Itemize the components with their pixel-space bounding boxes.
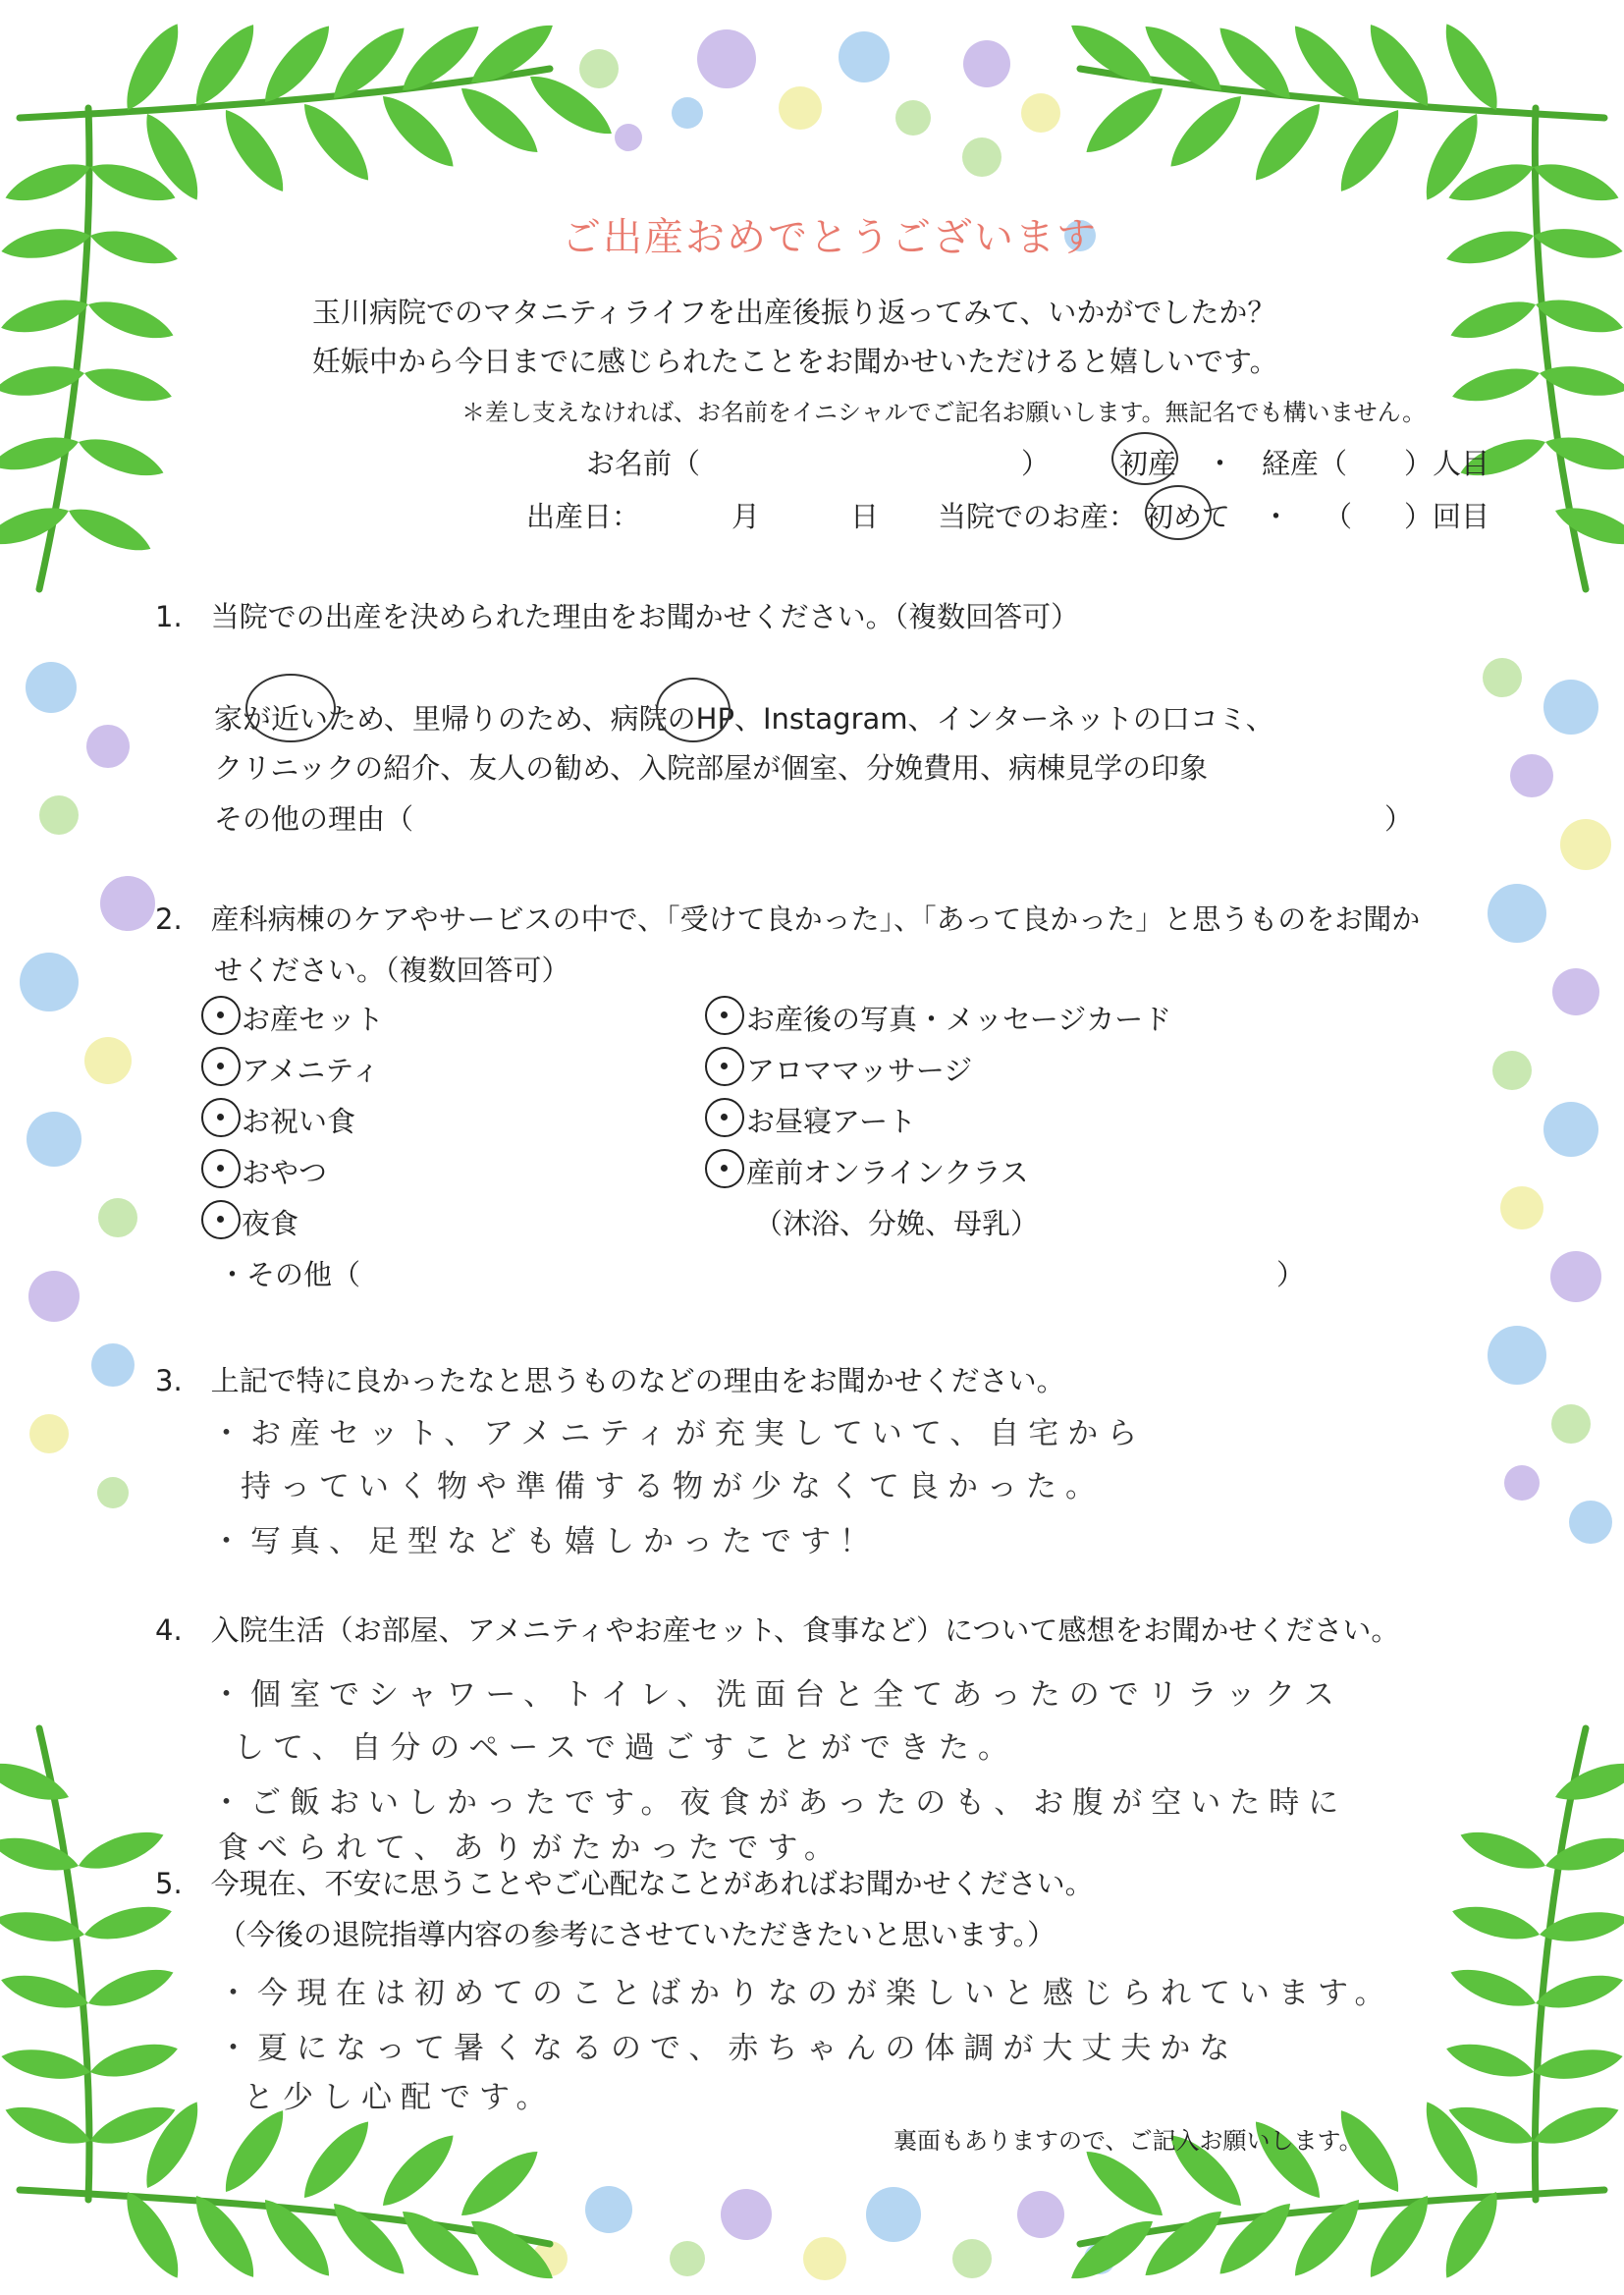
polka-dot xyxy=(1488,884,1546,943)
polka-dot xyxy=(39,795,79,835)
leaf xyxy=(294,2112,380,2208)
leaf xyxy=(1532,223,1624,265)
q3-question: 3. 上記で特に良かったなと思うものなどの理由をお聞かせください。 xyxy=(155,1364,1065,1397)
leaf xyxy=(74,429,168,485)
name-label: お名前（ xyxy=(586,447,701,480)
leaf xyxy=(1532,2044,1624,2086)
polka-dot xyxy=(866,2187,921,2242)
q2-class-detail: （沐浴、分娩、母乳） xyxy=(754,1207,1040,1240)
q2-left-option-1: アメニティ xyxy=(242,1054,380,1087)
first-time-option[interactable]: 初めて xyxy=(1145,500,1231,533)
polka-dot xyxy=(895,100,931,136)
leaf xyxy=(1529,2098,1623,2154)
q5-question: 5. 今現在、不安に思うことやご心配なことがあればお聞かせください。 xyxy=(155,1867,1094,1900)
q1-other-label: その他の理由（ xyxy=(214,802,414,836)
first-birth-selected-circle xyxy=(1111,432,1178,485)
leaf xyxy=(1063,14,1162,94)
polka-dot xyxy=(1543,1102,1598,1157)
first-time-selected-circle xyxy=(1145,485,1212,540)
intro-line-2: 妊娠中から今日までに感じられたことをお聞かせいただけると嬉しいです。 xyxy=(312,345,1278,378)
back-side-note: 裏面もありますので、ご記入お願いします。 xyxy=(893,2127,1363,2155)
leaf xyxy=(1063,2210,1162,2290)
leaf xyxy=(1077,78,1172,164)
polka-dot xyxy=(91,1343,135,1387)
q1-question: 1. 当院での出産を決められた理由をお聞かせください。（複数回答可） xyxy=(155,600,1080,633)
q4-answer-line-4: 食べられて、ありがたかったです。 xyxy=(218,1831,843,1866)
q2-right-check-0[interactable] xyxy=(705,996,744,1035)
leaf xyxy=(1329,101,1410,199)
leaf xyxy=(1550,1754,1624,1810)
q2-left-check-0[interactable] xyxy=(201,996,241,1035)
leaf xyxy=(452,2141,547,2227)
leaf xyxy=(1210,2193,1301,2284)
q2-other-close: ） xyxy=(1276,1258,1306,1291)
name-field-close[interactable]: ） xyxy=(1021,447,1051,480)
q4-question: 4. 入院生活（お部屋、アメニティやお産セット、食事など）について感想をお聞かせください。 xyxy=(155,1613,1400,1647)
polka-dot xyxy=(1483,658,1522,697)
leaf xyxy=(254,2190,341,2285)
q2-left-option-0: お産セット xyxy=(242,1003,385,1036)
polka-dot xyxy=(84,1037,132,1084)
polka-dot xyxy=(86,725,130,768)
polka-dot xyxy=(1488,1326,1546,1385)
polka-dot xyxy=(29,1414,69,1453)
leaf xyxy=(1,2098,95,2154)
page-title: ご出産おめでとうございます xyxy=(562,215,1098,260)
leaf xyxy=(372,2125,463,2216)
leaf xyxy=(393,16,488,102)
polka-dot xyxy=(1504,1465,1540,1501)
leaf xyxy=(74,1823,168,1879)
leaf xyxy=(0,498,74,554)
polka-dot xyxy=(697,29,756,88)
leaf xyxy=(214,101,295,199)
q2-right-check-3[interactable] xyxy=(705,1149,744,1188)
leaf xyxy=(1446,1960,1541,2016)
leaf xyxy=(1136,16,1231,102)
count-open: （ xyxy=(1324,500,1353,533)
polka-dot xyxy=(1017,2191,1064,2238)
leaf xyxy=(1529,154,1623,210)
leaf xyxy=(1,154,95,210)
q1-other-close: ） xyxy=(1384,802,1414,836)
leaf xyxy=(214,2103,295,2201)
leaf xyxy=(1245,94,1331,190)
q5-answer-line-2: ・夏になって暑くなるので、赤ちゃんの体調が大丈夫かな xyxy=(218,2031,1239,2066)
leaf xyxy=(372,85,463,177)
polka-dot xyxy=(779,86,822,130)
polka-dot xyxy=(26,662,77,713)
leaf xyxy=(294,94,380,190)
q3-answer-line-2: 持っていく物や準備する物が少なくて良かった。 xyxy=(241,1469,1105,1504)
leaf xyxy=(83,1960,178,2016)
polka-dot xyxy=(1552,968,1599,1015)
leaf xyxy=(1550,498,1624,554)
q5-subtext: （今後の退院指導内容の参考にさせていただきたいと思います。） xyxy=(218,1918,1056,1951)
q2-left-option-2: お祝い食 xyxy=(242,1105,356,1138)
birth-date-label: 出産日： xyxy=(526,500,641,533)
leaf xyxy=(0,2044,92,2086)
leaf xyxy=(1284,2190,1371,2285)
q2-question-line-2: せください。（複数回答可） xyxy=(214,954,570,987)
leaf xyxy=(1449,360,1543,410)
polka-dot xyxy=(952,2239,992,2278)
polka-dot xyxy=(1021,93,1060,133)
multi-birth-tail: ）人目 xyxy=(1404,447,1490,480)
q2-left-option-3: おやつ xyxy=(242,1156,328,1189)
q2-left-check-1[interactable] xyxy=(201,1047,241,1086)
count-tail: ）回目 xyxy=(1404,500,1490,533)
q2-question-line-1: 2. 産科病棟のケアやサービスの中で、「受けて良かった」、「あって良かった」と思うものをお聞か xyxy=(155,902,1421,936)
intro-line-1: 玉川病院でのマタニティライフを出産後振り返ってみて、いかがでしたか？ xyxy=(312,296,1276,329)
leaf xyxy=(1449,1898,1543,1947)
hospital-birth-label: 当院でのお産： xyxy=(938,500,1138,533)
leaf xyxy=(115,17,189,117)
leaf xyxy=(1446,292,1541,348)
month-label: 月 xyxy=(731,500,761,533)
q3-answer-line-1: ・お産セット、アメニティが充実していて、自宅から xyxy=(211,1416,1147,1451)
leaf xyxy=(83,292,178,348)
leaf xyxy=(323,2193,414,2284)
multi-birth-label: 経産（ xyxy=(1262,447,1348,480)
q2-right-option-3: 産前オンラインクラス xyxy=(746,1156,1029,1189)
leaf xyxy=(0,223,92,265)
birth-type-separator: ・ xyxy=(1206,447,1235,480)
q2-right-check-1[interactable] xyxy=(705,1047,744,1086)
day-label: 日 xyxy=(850,500,880,533)
q2-left-check-3[interactable] xyxy=(201,1149,241,1188)
q1-near-home-circle xyxy=(245,674,336,742)
q4-answer-line-3: ・ご飯おいしかったです。夜食があったのも、お腹が空いた時に xyxy=(211,1785,1348,1821)
polka-dot xyxy=(615,124,642,151)
q5-answer-line-3: と少し心配です。 xyxy=(244,2080,556,2115)
leaf xyxy=(185,17,265,115)
leaf xyxy=(1443,2036,1538,2085)
polka-dot xyxy=(100,876,155,931)
q2-left-check-4[interactable] xyxy=(201,1200,241,1239)
count-separator: ・ xyxy=(1262,500,1291,533)
polka-dot xyxy=(670,2241,705,2276)
first-birth-option[interactable]: 初産 xyxy=(1119,447,1177,480)
polka-dot xyxy=(20,953,79,1011)
polka-dot xyxy=(1543,680,1598,735)
polka-dot xyxy=(839,31,890,82)
leaf xyxy=(1456,1823,1550,1879)
polka-dot xyxy=(721,2189,772,2240)
leaf xyxy=(1435,17,1509,117)
polka-dot xyxy=(1510,754,1553,797)
leaf xyxy=(87,223,182,272)
q3-answer-line-3: ・写真、足型なども嬉しかったです！ xyxy=(211,1524,879,1559)
polka-dot xyxy=(1492,1051,1532,1090)
leaf xyxy=(1161,85,1252,177)
leaf xyxy=(81,360,176,410)
q4-answer-line-1: ・個室でシャワー、トイレ、洗面台と全てあったのでリラックス xyxy=(211,1677,1343,1713)
polka-dot xyxy=(1500,1186,1543,1229)
polka-dot xyxy=(585,2186,632,2233)
polka-dot xyxy=(27,1112,81,1167)
q2-right-check-2[interactable] xyxy=(705,1098,744,1137)
q4-answer-line-2: して、自分のペースで過ごすことができた。 xyxy=(234,1730,1017,1766)
q1-options-line-2: クリニックの紹介、友人の勧め、入院部屋が個室、分娩費用、病棟見学の印象 xyxy=(214,751,1209,785)
q1-options-line-1: 家が近いため、里帰りのため、病院のHP、Instagram、インターネットの口コミ、 xyxy=(214,702,1274,736)
polka-dot xyxy=(1560,819,1611,870)
q5-answer-line-1: ・今現在は初めてのことばかりなのが楽しいと感じられています。 xyxy=(218,1976,1394,2011)
q1-hospital-hp-circle xyxy=(656,678,731,742)
q2-left-check-2[interactable] xyxy=(201,1098,241,1137)
polka-dot xyxy=(97,1477,129,1508)
leaf xyxy=(81,1898,176,1947)
polka-dot xyxy=(962,137,1001,177)
q2-right-option-2: お昼寝アート xyxy=(746,1105,917,1138)
polka-dot xyxy=(28,1271,80,1322)
leaf xyxy=(1543,1830,1624,1879)
initials-note: ＊差し支えなければ、お名前をイニシャルでご記名お願いします。無記名でも構いません。 xyxy=(461,399,1427,426)
leaf xyxy=(452,78,547,164)
leaf xyxy=(0,1754,74,1810)
leaf xyxy=(63,499,156,561)
q2-right-option-0: お産後の写真・メッセージカード xyxy=(746,1003,1172,1036)
polka-dot xyxy=(803,2237,846,2280)
q2-other-label: ・その他（ xyxy=(218,1258,361,1291)
polka-dot xyxy=(1550,1251,1601,1302)
polka-dot xyxy=(579,49,619,88)
q2-right-option-1: アロママッサージ xyxy=(746,1054,973,1087)
polka-dot xyxy=(98,1198,137,1237)
polka-dot xyxy=(963,40,1010,87)
leaf xyxy=(87,2036,182,2085)
q2-left-option-4: 夜食 xyxy=(242,1207,299,1240)
polka-dot xyxy=(672,97,703,129)
leaf xyxy=(1443,223,1538,272)
polka-dot xyxy=(1551,1404,1591,1444)
polka-dot xyxy=(1569,1501,1612,1544)
